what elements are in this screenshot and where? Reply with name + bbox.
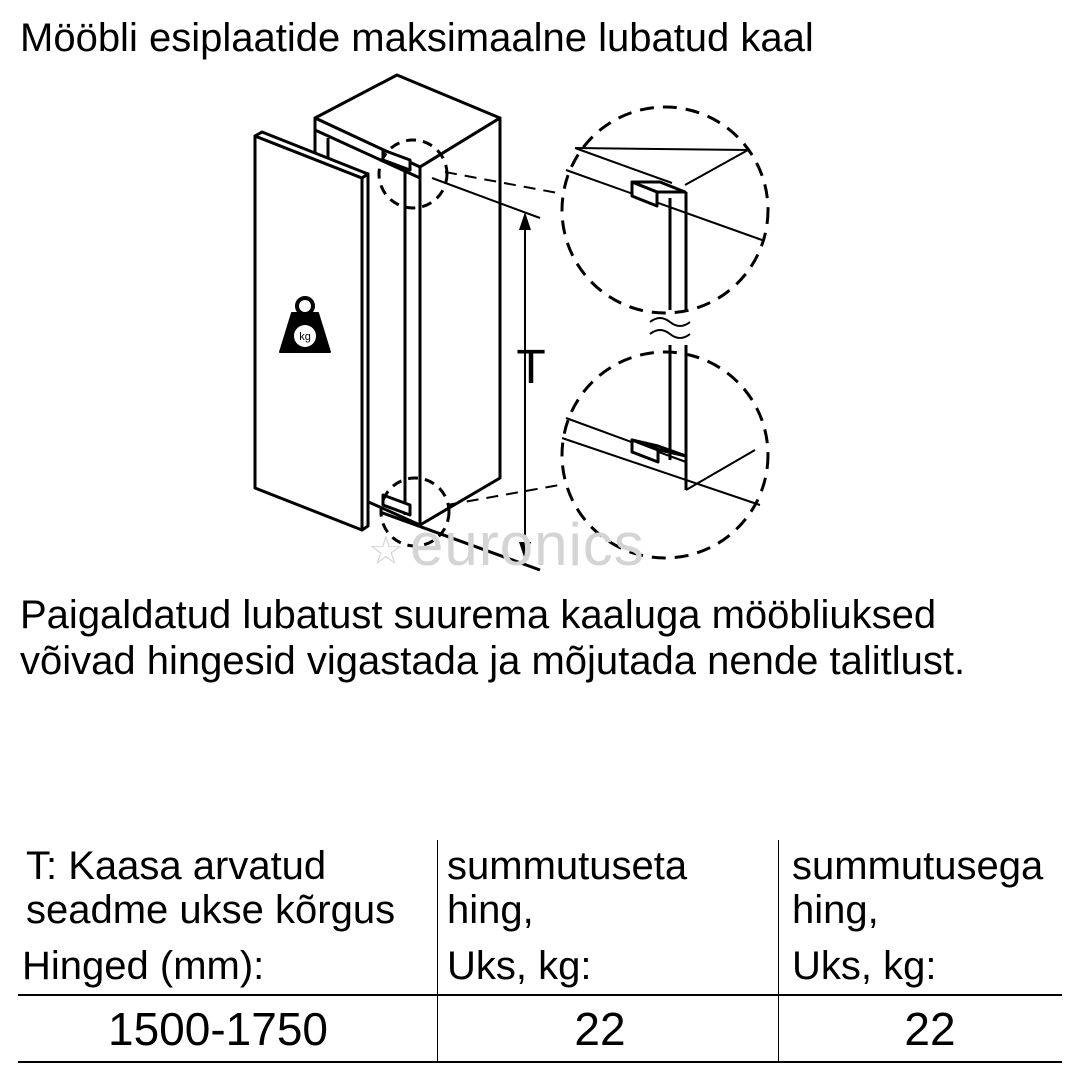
watermark-star-icon: ☆ (368, 529, 404, 573)
table-cell-with-damper: 22 (904, 1003, 956, 1055)
warning-text (20, 592, 965, 684)
col1-header-line3: Hinged (mm): (22, 944, 265, 988)
weight-table (0, 835, 1080, 1075)
table-cell-range: 1500-1750 (108, 1003, 328, 1055)
table-bottom-rule (18, 1061, 1062, 1063)
table-header-rule (18, 994, 1062, 996)
table-divider-1 (437, 840, 438, 1063)
table-divider-2 (778, 840, 779, 1063)
col3-header-line1: summutusega (792, 844, 1044, 888)
height-label: T (516, 341, 546, 394)
table-cell-without-damper: 22 (574, 1003, 626, 1055)
col1-header-line1: T: Kaasa arvatud (26, 844, 327, 888)
col3-header-line3: Uks, kg: (792, 944, 937, 988)
watermark: euronics (410, 511, 645, 578)
page-title: Mööbli esiplaatide maksimaalne lubatud kaal (20, 16, 814, 60)
col2-header-line1: summutuseta (447, 844, 688, 888)
col2-header-line2: hing, (447, 888, 534, 932)
warning-line-2: võivad hingesid vigastada ja mõjutada nende talitlust. (20, 639, 966, 683)
col1-header-line2: seadme ukse kõrgus (26, 888, 396, 932)
col2-header-line3: Uks, kg: (447, 944, 592, 988)
top-hinge-detail (562, 107, 768, 313)
weight-label: kg (299, 331, 311, 343)
col3-header-line2: hing, (792, 888, 879, 932)
warning-line-1: Paigaldatud lubatust suurema kaaluga mööbliuksed (20, 593, 937, 637)
